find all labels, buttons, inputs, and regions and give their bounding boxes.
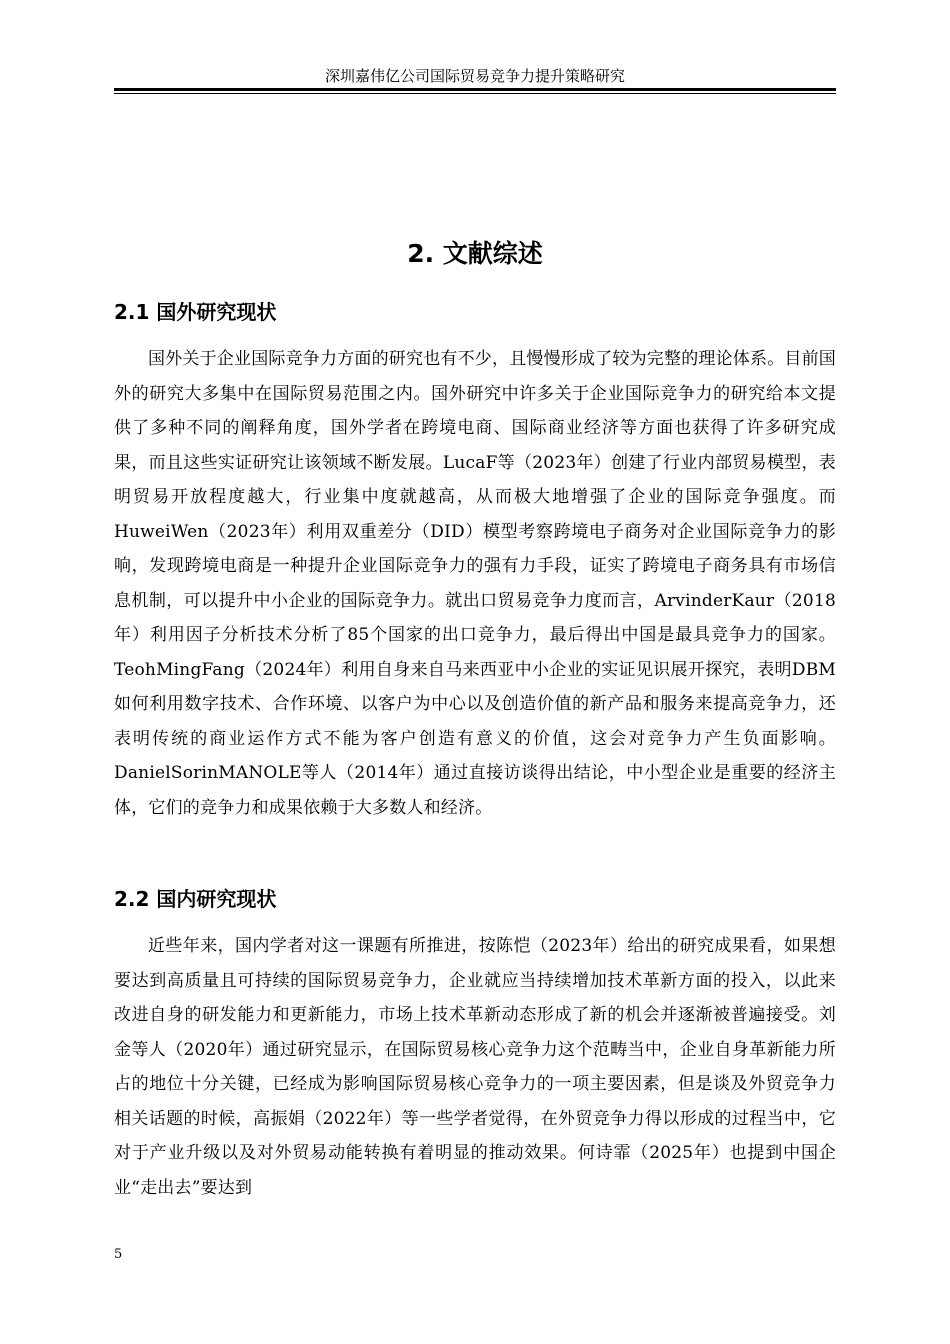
header-rule-thick (114, 88, 836, 91)
page-number: 5 (114, 1247, 123, 1262)
header-rule-thin (114, 93, 836, 94)
paragraph-foreign-research: 国外关于企业国际竞争力方面的研究也有不少，且慢慢形成了较为完整的理论体系。目前国外的研究大多集中在国际贸易范围之内。国外研究中许多关于企业国际竞争力的研究给本文提供了多种不同的阐释角度，国外学者在跨境电商、国际商业经济等方面也获得了许多研究成果，而且这些实证研究让该领域不断发展。LucaF等（2023年）创建了行业内部贸易模型，表明贸易开放程度越大，行业集中度就越高，从而极大地增强了企业的国际竞争强度。而HuweiWen（2023年）利用双重差分（DID）模型考察跨境电子商务对企业国际竞争力的影响，发现跨境电商是一种提升企业国际竞争力的强有力手段，证实了跨境电子商务具有市场信息机制，可以提升中小企业的国际竞争力。就出口贸易竞争力度而言，ArvinderKaur（2018年）利用因子分析技术分析了85个国家的出口竞争力，最后得出中国是最具竞争力的国家。TeohMingFang（2024年）利用自身来自马来西亚中小企业的实证见识展开探究，表明DBM如何利用数字技术、合作环境、以客户为中心以及创造价值的新产品和服务来提高竞争力，还表明传统的商业运作方式不能为客户创造有意义的价值，这会对竞争力产生负面影响。DanielSorinMANOLE等人（2014年）通过直接访谈得出结论，中小型企业是重要的经济主体，它们的竞争力和成果依赖于大多数人和经济。 (114, 349, 836, 818)
running-header: 深圳嘉伟亿公司国际贸易竞争力提升策略研究 (324, 67, 625, 85)
section-heading-foreign-research: 2.1 国外研究现状 (114, 300, 277, 324)
paragraph-domestic-research: 近些年来，国内学者对这一课题有所推进，按陈恺（2023年）给出的研究成果看，如果想要达到高质量且可持续的国际贸易竞争力，企业就应当持续增加技术革新方面的投入，以此来改进自身的研发能力和更新能力，市场上技术革新动态形成了新的机会并逐渐被普遍接受。刘金等人（2020年）通过研究显示，在国际贸易核心竞争力这个范畴当中，企业自身革新能力所占的地位十分关键，已经成为影响国际贸易核心竞争力的一项主要因素，但是谈及外贸竞争力相关话题的时候，高振娟（2022年）等一些学者觉得，在外贸竞争力得以形成的过程当中，它对于产业升级以及对外贸易动能转换有着明显的推动效果。何诗霏（2025年）也提到中国企业“走出去”要达到 (114, 936, 836, 1198)
chapter-title: 2. 文献综述 (407, 239, 543, 268)
section-heading-domestic-research: 2.2 国内研究现状 (114, 887, 277, 911)
